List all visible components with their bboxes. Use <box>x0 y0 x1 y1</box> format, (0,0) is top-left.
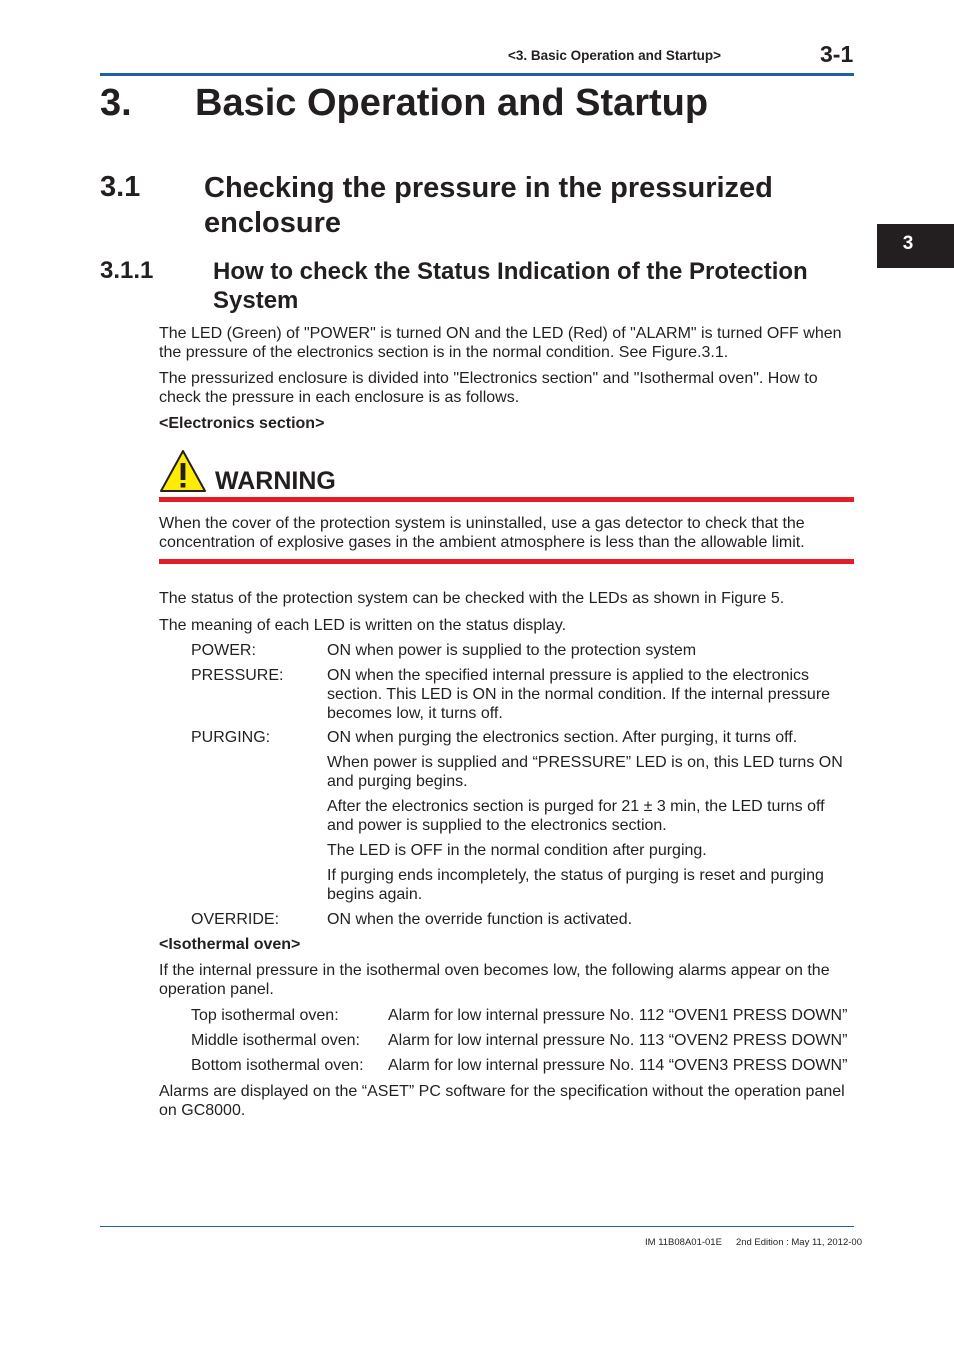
chapter-title: Basic Operation and Startup <box>195 82 709 124</box>
led-def-purging-5: If purging ends incompletely, the status of purging is reset and purging begins again. <box>327 867 824 903</box>
oven-term-middle: Middle isothermal oven: <box>191 1032 360 1049</box>
oven-paragraph-2: Alarms are displayed on the “ASET” PC software for the specification without the operation panel on GC8000. <box>159 1083 845 1119</box>
section-title: Checking the pressure in the pressurized enclosure <box>204 172 773 239</box>
led-def-purging-3: After the electronics section is purged for 21 ± 3 min, the LED turns off and power is supplied to the electronics section. <box>327 798 825 834</box>
chapter-tab-label: 3 <box>902 233 914 254</box>
chapter-number: 3. <box>100 82 132 124</box>
status-paragraph-2: The meaning of each LED is written on the status display. <box>159 617 567 634</box>
subsection-number: 3.1.1 <box>100 257 154 284</box>
led-def-power: ON when power is supplied to the protection system <box>327 642 697 659</box>
warning-top-rule <box>159 497 854 502</box>
led-def-purging-4: The LED is OFF in the normal condition after purging. <box>327 842 707 859</box>
warning-triangle-icon <box>159 449 207 493</box>
subsection-title: How to check the Status Indication of the Protection System <box>213 258 808 314</box>
chapter-side-tab <box>877 224 954 268</box>
led-term-purging: PURGING: <box>191 729 271 746</box>
led-def-pressure: ON when the specified internal pressure is applied to the electronics section. This LED is ON in the normal condition. If the internal pressure becomes low, it turns off. <box>327 667 831 722</box>
footer-edition: 2nd Edition : May 11, 2012-00 <box>735 1237 862 1248</box>
footer-rule <box>100 1226 854 1227</box>
warning-text: When the cover of the protection system is uninstalled, use a gas detector to check that the concentration of explosive gases in the ambient atmosphere is less than the allowable limit. <box>159 515 805 551</box>
running-header: <3. Basic Operation and Startup> <box>508 48 722 63</box>
page-number: 3-1 <box>820 41 854 67</box>
led-term-override: OVERRIDE: <box>191 911 280 928</box>
led-def-override: ON when the override function is activated. <box>327 911 633 928</box>
intro-paragraph-2: The pressurized enclosure is divided into "Electronics section" and "Isothermal oven". How to check the pressure in each enclosure is as follows. <box>159 370 818 406</box>
electronics-section-heading: <Electronics section> <box>159 415 325 432</box>
oven-alarm-top: Alarm for low internal pressure No. 112 “OVEN1 PRESS DOWN” <box>388 1007 848 1024</box>
warning-bottom-rule <box>159 559 854 564</box>
oven-alarm-middle: Alarm for low internal pressure No. 113 “OVEN2 PRESS DOWN” <box>388 1032 848 1049</box>
led-term-pressure: PRESSURE: <box>191 667 284 684</box>
isothermal-oven-heading: <Isothermal oven> <box>159 936 301 953</box>
warning-label: WARNING <box>215 467 336 495</box>
status-paragraph-1: The status of the protection system can be checked with the LEDs as shown in Figure 5. <box>159 590 785 607</box>
led-def-purging-2: When power is supplied and “PRESSURE” LED is on, this LED turns ON and purging begins. <box>327 754 843 790</box>
oven-alarm-bottom: Alarm for low internal pressure No. 114 “OVEN3 PRESS DOWN” <box>388 1057 848 1074</box>
led-def-purging-1: ON when purging the electronics section. After purging, it turns off. <box>327 729 798 746</box>
intro-paragraph-1: The LED (Green) of "POWER" is turned ON and the LED (Red) of "ALARM" is turned OFF when the pressure of the electronics section is in the normal condition. See Figure.3.1. <box>159 325 842 361</box>
oven-term-bottom: Bottom isothermal oven: <box>191 1057 364 1074</box>
footer-doc-id: IM 11B08A01-01E <box>645 1237 722 1248</box>
oven-paragraph-1: If the internal pressure in the isothermal oven becomes low, the following alarms appear on the operation panel. <box>159 962 830 998</box>
header-rule <box>100 73 854 76</box>
led-term-power: POWER: <box>191 642 256 659</box>
section-number: 3.1 <box>100 171 141 203</box>
footer-doc-info <box>645 1237 862 1248</box>
oven-term-top: Top isothermal oven: <box>191 1007 339 1024</box>
